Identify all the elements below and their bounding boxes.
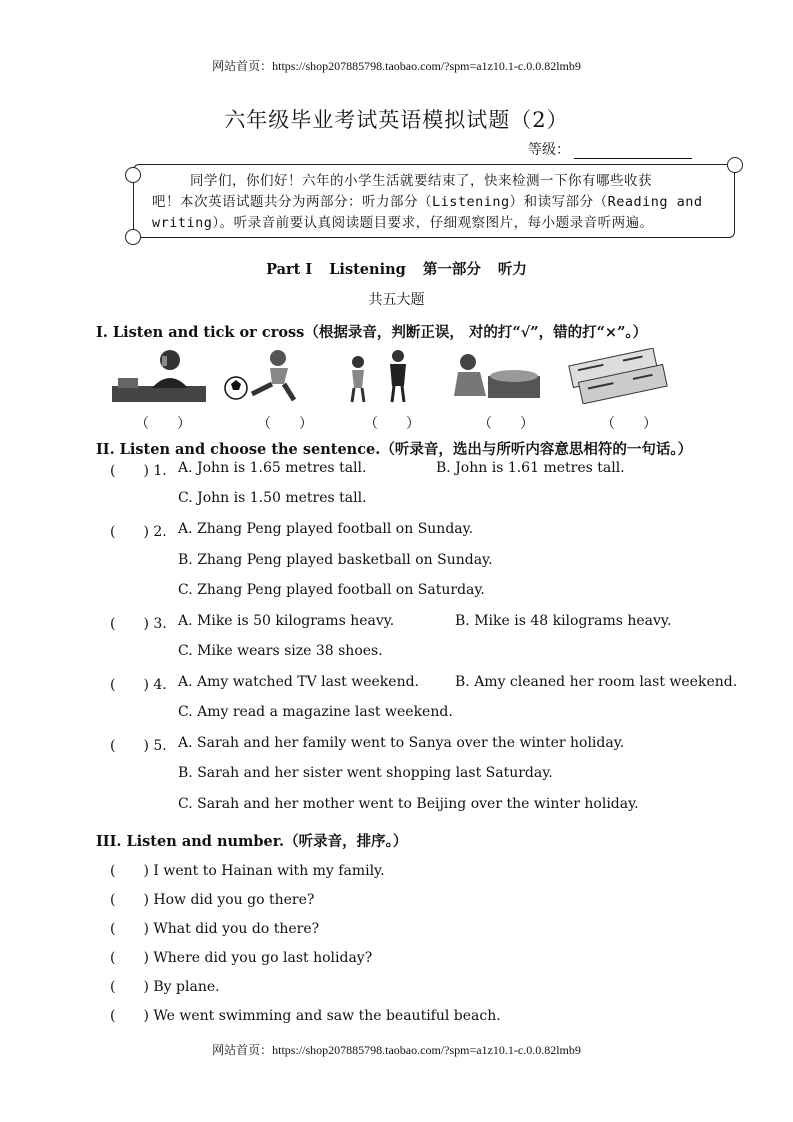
question-number: ( ) 2. — [110, 524, 167, 540]
intro-scroll — [133, 164, 735, 238]
answer-blank[interactable]: ( ) — [110, 863, 149, 879]
part-heading — [0, 258, 793, 279]
section1-title: I. Listen and tick or cross（根据录音，判断正误， 对的打“√”，错的打“×”。） — [96, 324, 648, 341]
grade-blank[interactable] — [574, 144, 692, 159]
section3-title: III. Listen and number.（听录音，排序。） — [96, 833, 408, 850]
two-people-talking-icon — [340, 348, 420, 404]
question-number: ( ) 3. — [110, 616, 167, 632]
list-item: ( ) I went to Hainan with my family. — [110, 863, 385, 879]
option-b: B. Mike is 48 kilograms heavy. — [455, 613, 672, 629]
part-label: Part I — [266, 261, 313, 278]
answer-blank[interactable]: （ ） — [135, 416, 191, 432]
boy-kicking-football-icon — [222, 348, 302, 404]
option-c: C. Amy read a magazine last weekend. — [178, 704, 453, 720]
grade-label: 等级： — [528, 142, 570, 158]
footer-website: 网站首页：https://shop207885798.taobao.com/?spm=a1z10.1-c.0.0.82lmb9 — [212, 1043, 581, 1057]
person-cooking-icon — [448, 348, 544, 404]
option-c: C. Sarah and her mother went to Beijing over the winter holiday. — [178, 796, 639, 812]
option-a: A. Sarah and her family went to Sanya over the winter holiday. — [178, 735, 625, 751]
train-tickets-icon — [566, 348, 670, 404]
option-b: B. John is 1.61 metres tall. — [436, 460, 625, 476]
scroll-curl-icon — [125, 229, 141, 245]
answer-blank[interactable]: ( ) — [110, 1008, 149, 1024]
option-a: A. Mike is 50 kilograms heavy. — [178, 613, 395, 629]
answer-blank[interactable]: ( ) — [110, 950, 149, 966]
list-item: ( ) By plane. — [110, 979, 220, 995]
question-number: ( ) 5. — [110, 738, 167, 754]
intro-line: writing）。听录音前要认真阅读题目要求，仔细观察图片，每小题录音听两遍。 — [152, 215, 654, 231]
answer-blank[interactable]: ( ) — [110, 979, 149, 995]
intro-line: 吧！本次英语试题共分为两部分：听力部分（Listening）和读写部分（Reading and — [152, 194, 703, 210]
option-b: B. Amy cleaned her room last weekend. — [455, 674, 738, 690]
scroll-curl-icon — [125, 167, 141, 183]
page-title: 六年级毕业考试英语模拟试题（2） — [224, 108, 569, 132]
option-c: C. John is 1.50 metres tall. — [178, 490, 367, 506]
option-b: B. Sarah and her sister went shopping last Saturday. — [178, 765, 553, 781]
answer-blank[interactable]: ( ) — [110, 524, 149, 540]
grade-field — [528, 139, 692, 159]
answer-blank[interactable]: ( ) — [110, 892, 149, 908]
option-b: B. Zhang Peng played basketball on Sunday. — [178, 552, 493, 568]
answer-blank[interactable]: ( ) — [110, 616, 149, 632]
man-on-phone-icon — [110, 348, 208, 404]
scroll-curl-icon — [727, 157, 743, 173]
part-label: Listening — [329, 261, 406, 278]
answer-blank[interactable]: ( ) — [110, 463, 149, 479]
question-number: ( ) 1. — [110, 463, 167, 479]
answer-blank[interactable]: （ ） — [364, 416, 420, 432]
section-count: 共五大题 — [368, 292, 425, 308]
answer-blank[interactable]: ( ) — [110, 738, 149, 754]
answer-blank[interactable]: （ ） — [601, 416, 657, 432]
option-a: A. Amy watched TV last weekend. — [178, 674, 420, 690]
part-label: 第一部分 — [422, 261, 481, 278]
section2-title: II. Listen and choose the sentence.（听录音，选出与所听内容意思相符的一句话。） — [96, 441, 693, 458]
intro-text — [152, 171, 722, 234]
option-a: A. Zhang Peng played football on Sunday. — [178, 521, 474, 537]
part-label: 听力 — [497, 261, 527, 278]
list-item: ( ) Where did you go last holiday? — [110, 950, 373, 966]
answer-blank[interactable]: ( ) — [110, 921, 149, 937]
answer-blank[interactable]: ( ) — [110, 677, 149, 693]
answer-blank[interactable]: （ ） — [478, 416, 534, 432]
option-c: C. Zhang Peng played football on Saturday. — [178, 582, 485, 598]
intro-line: 同学们，你们好！六年的小学生活就要结束了，快来检测一下你有哪些收获 — [190, 173, 652, 189]
header-website: 网站首页：https://shop207885798.taobao.com/?spm=a1z10.1-c.0.0.82lmb9 — [212, 59, 581, 73]
list-item: ( ) We went swimming and saw the beautiful beach. — [110, 1008, 501, 1024]
list-item: ( ) What did you do there? — [110, 921, 320, 937]
option-c: C. Mike wears size 38 shoes. — [178, 643, 383, 659]
option-a: A. John is 1.65 metres tall. — [178, 460, 367, 476]
answer-blank[interactable]: （ ） — [257, 416, 313, 432]
list-item: ( ) How did you go there? — [110, 892, 315, 908]
question-number: ( ) 4. — [110, 677, 167, 693]
